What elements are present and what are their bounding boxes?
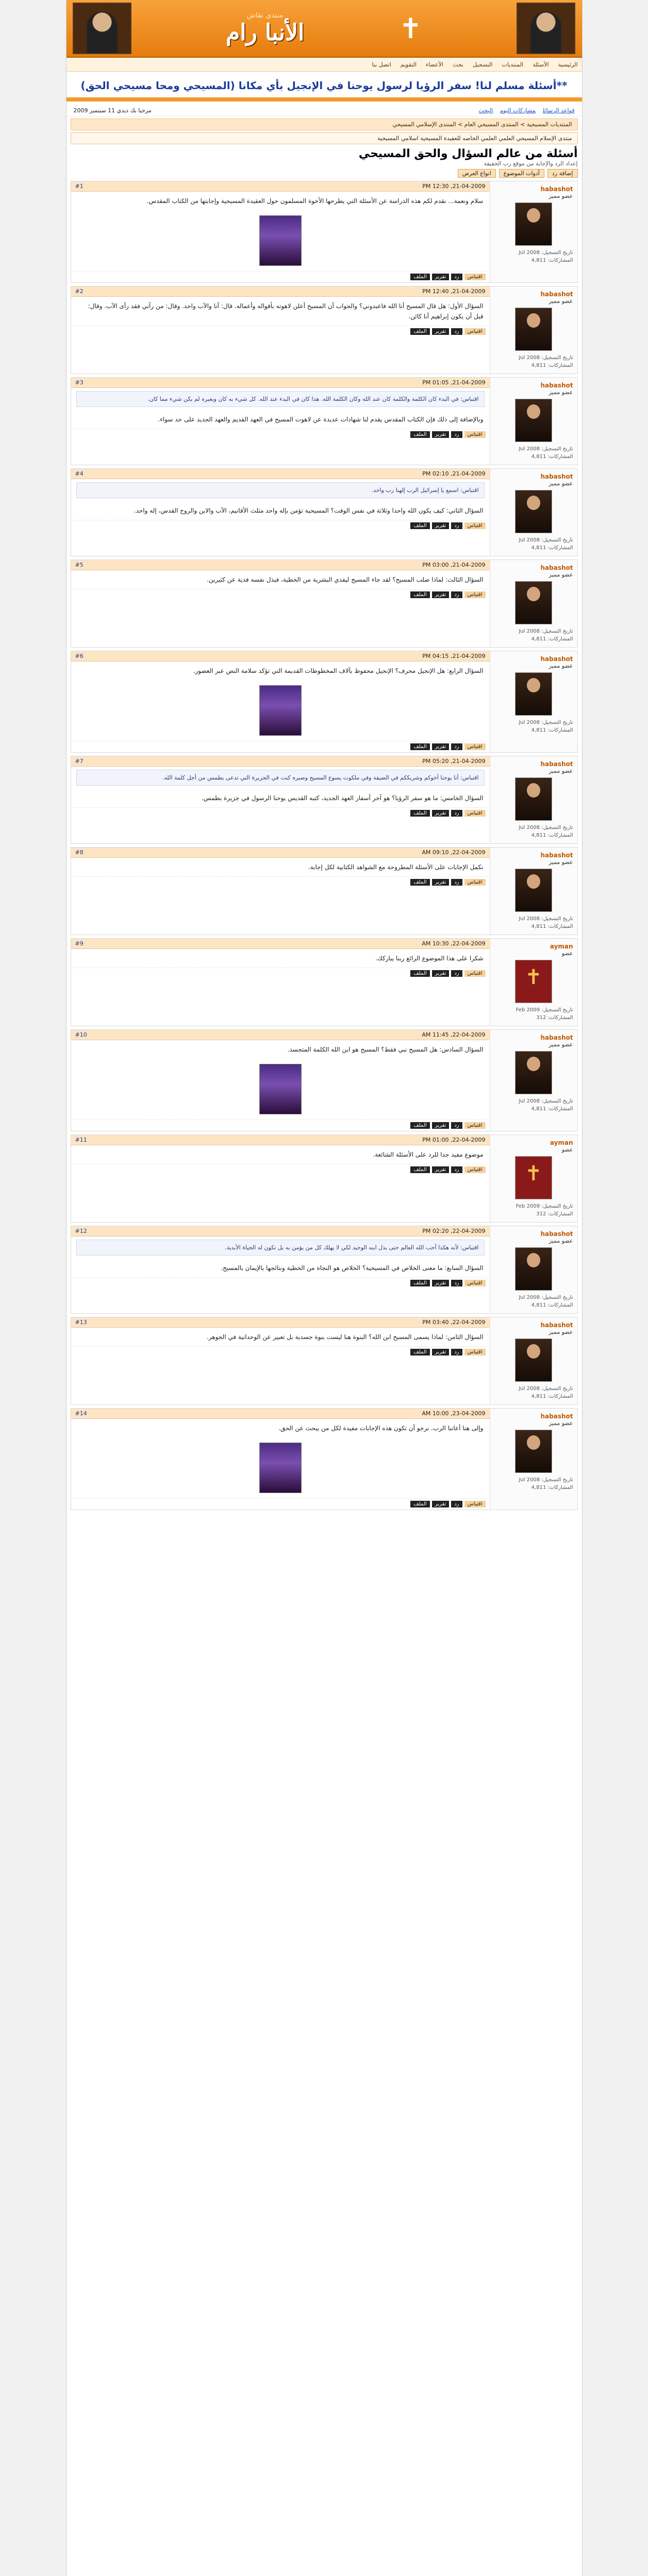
quote-button[interactable]: اقتباس: [464, 591, 486, 598]
post: [71, 560, 578, 648]
post-actions: [71, 1498, 490, 1510]
author-name[interactable]: habashot: [540, 382, 573, 389]
post-date: 21-04-2009, 03:00 PM: [422, 562, 486, 568]
post-body: [71, 286, 490, 374]
post-date: 22-04-2009, 09:10 AM: [422, 849, 486, 856]
post-author: [490, 1030, 577, 1131]
profile-button[interactable]: الملف: [410, 1501, 429, 1507]
post-quote: اقتباس: في البدء كان الكلمة والكلمة كان عند الله وكان الكلمة الله. هذا كان في البدء عند الله. كل شيء به كان وبغيره لم يكن شيء مما كان.: [76, 391, 485, 407]
post-header: [71, 939, 490, 949]
post-actions: [71, 1164, 490, 1175]
reply-button[interactable]: رد: [451, 431, 462, 438]
author-meta: تاريخ التسجيل: Feb 2009 المشاركات: 312: [516, 1007, 573, 1021]
post-body: [71, 651, 490, 752]
report-button[interactable]: تقرير: [432, 431, 450, 438]
author-meta: تاريخ التسجيل: Jul 2008 المشاركات: 4,811: [519, 629, 573, 642]
post: [71, 181, 578, 283]
reply-button[interactable]: رد: [451, 743, 462, 750]
post-actions: [71, 807, 490, 819]
profile-button[interactable]: الملف: [410, 879, 429, 886]
author-name[interactable]: habashot: [540, 564, 573, 571]
post-body: [71, 181, 490, 282]
post-actions: [71, 1346, 490, 1358]
post-text: سلام ونعمة... نقدم لكم هذه الدراسة عن الأسئلة التي يطرحها الأخوة المسلمون حول العقيدة المسيحية وإجابتها من الكتاب المقدس.: [146, 197, 484, 205]
post: [71, 1226, 578, 1314]
author-meta: تاريخ التسجيل: Jul 2008 المشاركات: 4,811: [519, 1477, 573, 1490]
post-number[interactable]: #10: [75, 1031, 87, 1038]
post-header: [71, 756, 490, 767]
reply-button[interactable]: رد: [451, 274, 462, 280]
top-nav: [67, 58, 582, 72]
post-date: 23-04-2009, 10:00 AM: [422, 1410, 486, 1417]
reply-button[interactable]: رد: [451, 1166, 462, 1173]
author-role: عضو مميز: [549, 1238, 573, 1244]
thread-controls: [71, 169, 578, 178]
avatar[interactable]: [515, 1247, 552, 1291]
post-header: [71, 1409, 490, 1419]
quick-links: [471, 107, 574, 114]
banner-subtitle: منتدى نقاش: [246, 11, 284, 20]
post-text: السؤال الخامس: ما هو سفر الرؤيا؟ هو آخر أسفار العهد الجديد، كتبه القديس يوحنا الرسول في جزيرة بطمس.: [201, 794, 484, 802]
author-name[interactable]: habashot: [540, 1413, 573, 1420]
post-header: [71, 181, 490, 192]
quick-link[interactable]: مشاركات اليوم: [500, 107, 536, 114]
post-number[interactable]: #9: [75, 940, 84, 947]
post-actions: [71, 271, 490, 282]
post-number[interactable]: #5: [75, 562, 84, 568]
thread-title: أسئلة من عالم السؤال والحق المسيحي: [358, 147, 578, 160]
reply-button[interactable]: رد: [451, 1349, 462, 1355]
page: [66, 0, 583, 2576]
reply-button[interactable]: رد: [451, 810, 462, 817]
author-name[interactable]: habashot: [540, 655, 573, 663]
post-body: [71, 1030, 490, 1131]
quote-button[interactable]: اقتباس: [464, 810, 486, 817]
cross-icon: ✝: [398, 12, 422, 45]
quick-link[interactable]: البحث: [478, 107, 493, 114]
quote-button[interactable]: اقتباس: [464, 1501, 486, 1507]
author-name[interactable]: habashot: [540, 185, 573, 193]
post-actions: [71, 968, 490, 979]
forum-description: منتدى الإسلام المسيحي العلمي العلمي الخاصه للعقيدة المسيحية اسلامي المسيحية: [71, 132, 578, 144]
profile-button[interactable]: الملف: [410, 328, 429, 335]
site-banner: [67, 0, 582, 58]
avatar[interactable]: [515, 869, 552, 912]
thread-control-button[interactable]: أدوات الموضوع: [499, 169, 544, 178]
author-name[interactable]: habashot: [540, 1034, 573, 1041]
author-name[interactable]: ayman: [550, 943, 573, 950]
author-role: عضو مميز: [549, 1041, 573, 1048]
quote-button[interactable]: اقتباس: [464, 1280, 486, 1286]
profile-button[interactable]: الملف: [410, 1122, 429, 1129]
author-meta: تاريخ التسجيل: Jul 2008 المشاركات: 4,811: [519, 916, 573, 929]
post-author: [490, 181, 577, 282]
post-text: السؤال الثاني: كيف يكون الله واحدا وثلاثة في نفس الوقت؟ المسيحية تؤمن بإله واحد مثلث الأقانيم، الآب والابن والروح القدس، إله واحد.: [134, 507, 484, 514]
avatar[interactable]: [515, 672, 552, 716]
post-date: 22-04-2009, 10:30 AM: [422, 940, 486, 947]
post-header: [71, 560, 490, 570]
post-date: 21-04-2009, 01:05 PM: [422, 379, 486, 386]
quote-button[interactable]: اقتباس: [464, 328, 486, 335]
author-role: عضو: [561, 950, 573, 957]
post-body: [71, 939, 490, 1026]
post-text: شكرا على هذا الموضوع الرائع ربنا يباركك.: [375, 955, 484, 962]
post-number[interactable]: #3: [75, 379, 84, 386]
post-author: [490, 756, 577, 843]
quote-button[interactable]: اقتباس: [464, 1122, 486, 1129]
quote-button[interactable]: اقتباس: [464, 431, 486, 438]
author-meta: تاريخ التسجيل: Jul 2008 المشاركات: 4,811: [519, 1295, 573, 1308]
breadcrumb[interactable]: المنتديات المسيحية > المنتدى المسيحي العام > المنتدى الإسلامي المسيحي: [71, 118, 578, 130]
post-body: [71, 756, 490, 843]
nav-item[interactable]: بحث: [452, 61, 463, 68]
nav-item[interactable]: التسجيل: [472, 61, 493, 68]
author-role: عضو مميز: [549, 389, 573, 396]
author-meta: تاريخ التسجيل: Jul 2008 المشاركات: 4,811: [519, 355, 573, 368]
report-button[interactable]: تقرير: [432, 591, 450, 598]
post-number[interactable]: #11: [75, 1137, 87, 1143]
post-header: [71, 1135, 490, 1145]
author-role: عضو مميز: [549, 193, 573, 199]
post: [71, 377, 578, 465]
post-image: [259, 215, 302, 266]
report-button[interactable]: تقرير: [432, 1122, 450, 1129]
profile-button[interactable]: الملف: [410, 591, 429, 598]
nav-item[interactable]: الأسئلة: [533, 61, 549, 68]
post-body: [71, 1409, 490, 1510]
thread-header: [71, 147, 578, 167]
reply-button[interactable]: رد: [451, 970, 462, 977]
post-date: 22-04-2009, 02:20 PM: [422, 1228, 486, 1234]
post-actions: [71, 876, 490, 888]
author-role: عضو مميز: [549, 859, 573, 866]
avatar[interactable]: [515, 581, 552, 624]
post-author: [490, 651, 577, 752]
post-date: 22-04-2009, 11:45 AM: [422, 1031, 486, 1038]
post-date: 22-04-2009, 01:00 PM: [422, 1137, 486, 1143]
profile-button[interactable]: الملف: [410, 274, 429, 280]
post-header: [71, 1317, 490, 1328]
post-author: [490, 469, 577, 556]
post-body: [71, 469, 490, 556]
post-number[interactable]: #8: [75, 849, 84, 856]
reply-button[interactable]: رد: [451, 1501, 462, 1507]
author-role: عضو مميز: [549, 663, 573, 669]
quote-button[interactable]: اقتباس: [464, 743, 486, 750]
report-button[interactable]: تقرير: [432, 522, 450, 529]
post-author: [490, 286, 577, 374]
post-body: [71, 1317, 490, 1404]
banner-figure-left: [73, 3, 131, 54]
post: [71, 286, 578, 374]
post-number[interactable]: #6: [75, 653, 84, 659]
nav-item[interactable]: المنتديات: [502, 61, 524, 68]
post-body: [71, 378, 490, 465]
thread-control-button[interactable]: إضافة رد: [547, 169, 578, 178]
avatar[interactable]: [515, 1051, 552, 1094]
thread-subtitle: إعداد الرد والإجابة من موقع رب الحقيقة: [484, 160, 578, 167]
post-number[interactable]: #14: [75, 1410, 87, 1417]
post-author: [490, 1226, 577, 1313]
post-text: موضوع مفيد جدا للرد على الأسئلة الشائعة.: [373, 1151, 484, 1158]
avatar[interactable]: [515, 1430, 552, 1473]
profile-button[interactable]: الملف: [410, 810, 429, 817]
post-number[interactable]: #7: [75, 758, 84, 765]
banner-title[interactable]: الأنبا رام: [225, 19, 305, 46]
profile-button[interactable]: الملف: [410, 1349, 429, 1355]
post-header: [71, 469, 490, 479]
post-number[interactable]: #1: [75, 183, 84, 190]
post-author: [490, 1135, 577, 1222]
post: [71, 1134, 578, 1223]
author-meta: تاريخ التسجيل: Jul 2008 المشاركات: 4,811: [519, 446, 573, 460]
post: [71, 938, 578, 1026]
post-date: 22-04-2009, 03:40 PM: [422, 1319, 486, 1326]
author-meta: تاريخ التسجيل: Jul 2008 المشاركات: 4,811: [519, 720, 573, 733]
post: [71, 651, 578, 753]
post-date: 21-04-2009, 04:15 PM: [422, 653, 486, 659]
quote-button[interactable]: اقتباس: [464, 970, 486, 977]
author-meta: تاريخ التسجيل: Jul 2008 المشاركات: 4,811: [519, 250, 573, 263]
reply-button[interactable]: رد: [451, 1280, 462, 1286]
reply-button[interactable]: رد: [451, 328, 462, 335]
reply-button[interactable]: رد: [451, 879, 462, 886]
quote-button[interactable]: اقتباس: [464, 274, 486, 280]
post: [71, 847, 578, 935]
post-list: [67, 181, 582, 1510]
post-body: [71, 560, 490, 647]
post-header: [71, 848, 490, 858]
thread-control-button[interactable]: انواع العرض: [458, 169, 496, 178]
post-author: [490, 378, 577, 465]
author-name[interactable]: habashot: [540, 1230, 573, 1238]
post-text: السؤال الثامن: لماذا يسمى المسيح ابن الله؟ البنوة هنا ليست بنوة جسدية بل تعبير عن الوحدانية في الجوهر.: [206, 1333, 484, 1341]
reply-button[interactable]: رد: [451, 522, 462, 529]
nav-item[interactable]: الرئيسية: [558, 61, 578, 68]
author-role: عضو مميز: [549, 298, 573, 304]
post-quote: اقتباس: اسمع يا إسرائيل الرب إلهنا رب واحد.: [76, 482, 485, 498]
profile-button[interactable]: الملف: [410, 1166, 429, 1173]
author-meta: تاريخ التسجيل: Feb 2009 المشاركات: 312: [516, 1204, 573, 1217]
quote-button[interactable]: اقتباس: [464, 879, 486, 886]
avatar[interactable]: [515, 777, 552, 821]
author-meta: تاريخ التسجيل: Jul 2008 المشاركات: 4,811: [519, 537, 573, 551]
avatar[interactable]: [515, 308, 552, 351]
author-role: عضو مميز: [549, 1329, 573, 1335]
post-actions: [71, 741, 490, 752]
post-actions: [71, 326, 490, 337]
avatar[interactable]: [515, 202, 552, 246]
author-name[interactable]: habashot: [540, 473, 573, 480]
post-author: [490, 1317, 577, 1404]
post-text: السؤال السادس: هل المسيح نبي فقط؟ المسيح هو ابن الله الكلمة المتجسد.: [287, 1046, 484, 1053]
post-number[interactable]: #2: [75, 288, 84, 295]
post-author: [490, 560, 577, 647]
post-author: [490, 1409, 577, 1510]
reply-button[interactable]: رد: [451, 1122, 462, 1129]
post-body: [71, 848, 490, 935]
author-meta: تاريخ التسجيل: Jul 2008 المشاركات: 4,811: [519, 1098, 573, 1112]
author-role: عضو: [561, 1146, 573, 1153]
avatar[interactable]: [515, 960, 552, 1003]
profile-button[interactable]: الملف: [410, 431, 429, 438]
post: [71, 1408, 578, 1510]
post-date: 21-04-2009, 12:30 PM: [422, 183, 486, 190]
report-button[interactable]: تقرير: [432, 1349, 450, 1355]
post-date: 21-04-2009, 02:10 PM: [422, 470, 486, 477]
avatar[interactable]: [515, 1338, 552, 1382]
author-name[interactable]: habashot: [540, 760, 573, 768]
author-name[interactable]: habashot: [540, 1321, 573, 1329]
post-image: [259, 1443, 302, 1493]
banner-center: [226, 11, 304, 46]
post-date: 21-04-2009, 05:20 PM: [422, 758, 486, 765]
post-header: [71, 378, 490, 388]
avatar[interactable]: [515, 490, 552, 533]
post-text: نكمل الإجابات على الأسئلة المطروحة مع الشواهد الكتابية لكل إجابة.: [308, 863, 484, 871]
report-button[interactable]: تقرير: [432, 810, 450, 817]
avatar[interactable]: [515, 1156, 552, 1199]
post-number[interactable]: #12: [75, 1228, 87, 1234]
post: [71, 1029, 578, 1131]
author-role: عضو مميز: [549, 1420, 573, 1427]
post-actions: [71, 429, 490, 440]
post-quote: اقتباس: لأنه هكذا أحب الله العالم حتى بذل ابنه الوحيد لكي لا يهلك كل من يؤمن به بل تكون له الحياة الأبدية.: [76, 1240, 485, 1256]
post: [71, 1317, 578, 1405]
report-button[interactable]: تقرير: [432, 743, 450, 750]
post-number[interactable]: #13: [75, 1319, 87, 1326]
welcome-text: مرحبا بك ديدي 11 سبتمبر 2009: [73, 107, 152, 114]
quote-button[interactable]: اقتباس: [464, 1349, 486, 1355]
banner-figure-right: [517, 3, 575, 54]
author-meta: تاريخ التسجيل: Jul 2008 المشاركات: 4,811: [519, 825, 573, 838]
profile-button[interactable]: الملف: [410, 970, 429, 977]
report-button[interactable]: تقرير: [432, 970, 450, 977]
post-header: [71, 286, 490, 297]
profile-button[interactable]: الملف: [410, 522, 429, 529]
author-meta: تاريخ التسجيل: Jul 2008 المشاركات: 4,811: [519, 1386, 573, 1399]
author-name[interactable]: habashot: [540, 291, 573, 298]
report-button[interactable]: تقرير: [432, 1501, 450, 1507]
post-actions: [71, 1120, 490, 1131]
nav-item[interactable]: اتصل بنا: [372, 61, 391, 68]
post-body: [71, 1135, 490, 1222]
author-role: عضو مميز: [549, 768, 573, 774]
quote-button[interactable]: اقتباس: [464, 1166, 486, 1173]
post: [71, 756, 578, 844]
post-header: [71, 1030, 490, 1040]
post-text: السؤال الرابع: هل الإنجيل محرف؟ الإنجيل محفوظ بآلاف المخطوطات القديمة التي تؤكد سلامة النص عبر العصور.: [193, 667, 484, 674]
report-button[interactable]: تقرير: [432, 328, 450, 335]
profile-button[interactable]: الملف: [410, 743, 429, 750]
post: [71, 468, 578, 556]
post-body: [71, 1226, 490, 1313]
post-header: [71, 1226, 490, 1236]
post-quote: اقتباس: أنا يوحنا أخوكم وشريككم في الضيقة وفي ملكوت يسوع المسيح وصبره كنت في الجزيرة التي تدعى بطمس من أجل كلمة الله.: [76, 770, 485, 786]
post-number[interactable]: #4: [75, 470, 84, 477]
post-text: السؤال الثالث: لماذا صلب المسيح؟ لقد جاء المسيح ليفدي البشرية من الخطية، فبذل نفسه فدية عن كثيرين.: [207, 576, 484, 583]
profile-button[interactable]: الملف: [410, 1280, 429, 1286]
quote-button[interactable]: اقتباس: [464, 522, 486, 529]
author-name[interactable]: ayman: [550, 1139, 573, 1146]
page-title-area: [67, 72, 582, 94]
author-role: عضو مميز: [549, 480, 573, 487]
post-text: السؤال السابع: ما معنى الخلاص في المسيحية؟ الخلاص هو النجاة من الخطية ونتائجها بالإيمان بالمسيح.: [221, 1264, 484, 1272]
quick-link[interactable]: قواعد الرسائل: [542, 107, 575, 114]
reply-button[interactable]: رد: [451, 591, 462, 598]
post-actions: [71, 520, 490, 531]
post-image: [259, 685, 302, 736]
report-button[interactable]: تقرير: [432, 1280, 450, 1286]
post-actions: [71, 589, 490, 600]
post-text: السؤال الأول: هل قال المسيح أنا الله فاعبدوني؟ والجواب أن المسيح أعلن لاهوته بأقواله وأعماله. قال: أنا والآب واحد. وقال: من رآني فقد رأى الآب. وقال: قبل أن يكون إبراهيم أنا كائن.: [88, 302, 484, 320]
post-text: وإلى هنا أعاننا الرب. نرجو أن تكون هذه الإجابات مفيدة لكل من يبحث عن الحق.: [278, 1425, 484, 1432]
nav-item[interactable]: الأعضاء: [426, 61, 443, 68]
post-author: [490, 848, 577, 935]
report-button[interactable]: تقرير: [432, 879, 450, 886]
post-actions: [71, 1277, 490, 1289]
post-header: [71, 651, 490, 662]
post-image: [259, 1064, 302, 1114]
post-author: [490, 939, 577, 1026]
page-title[interactable]: **أسئلة مسلم لنا! سفر الرؤيا لرسول يوحنا في الإنجيل بأي مكانا (المسيحي ومحا مسيحي الحق): [80, 79, 568, 92]
author-role: عضو مميز: [549, 571, 573, 578]
report-button[interactable]: تقرير: [432, 1166, 450, 1173]
divider: [67, 97, 582, 101]
avatar[interactable]: [515, 399, 552, 442]
user-bar: [67, 105, 582, 116]
author-name[interactable]: habashot: [540, 852, 573, 859]
post-text: وبالإضافة إلى ذلك فإن الكتاب المقدس يقدم لنا شهادات عديدة عن لاهوت المسيح في العهد القديم والعهد الجديد على حد سواء.: [158, 416, 484, 423]
post-date: 21-04-2009, 12:40 PM: [422, 288, 486, 295]
nav-item[interactable]: التقويم: [400, 61, 417, 68]
report-button[interactable]: تقرير: [432, 274, 450, 280]
